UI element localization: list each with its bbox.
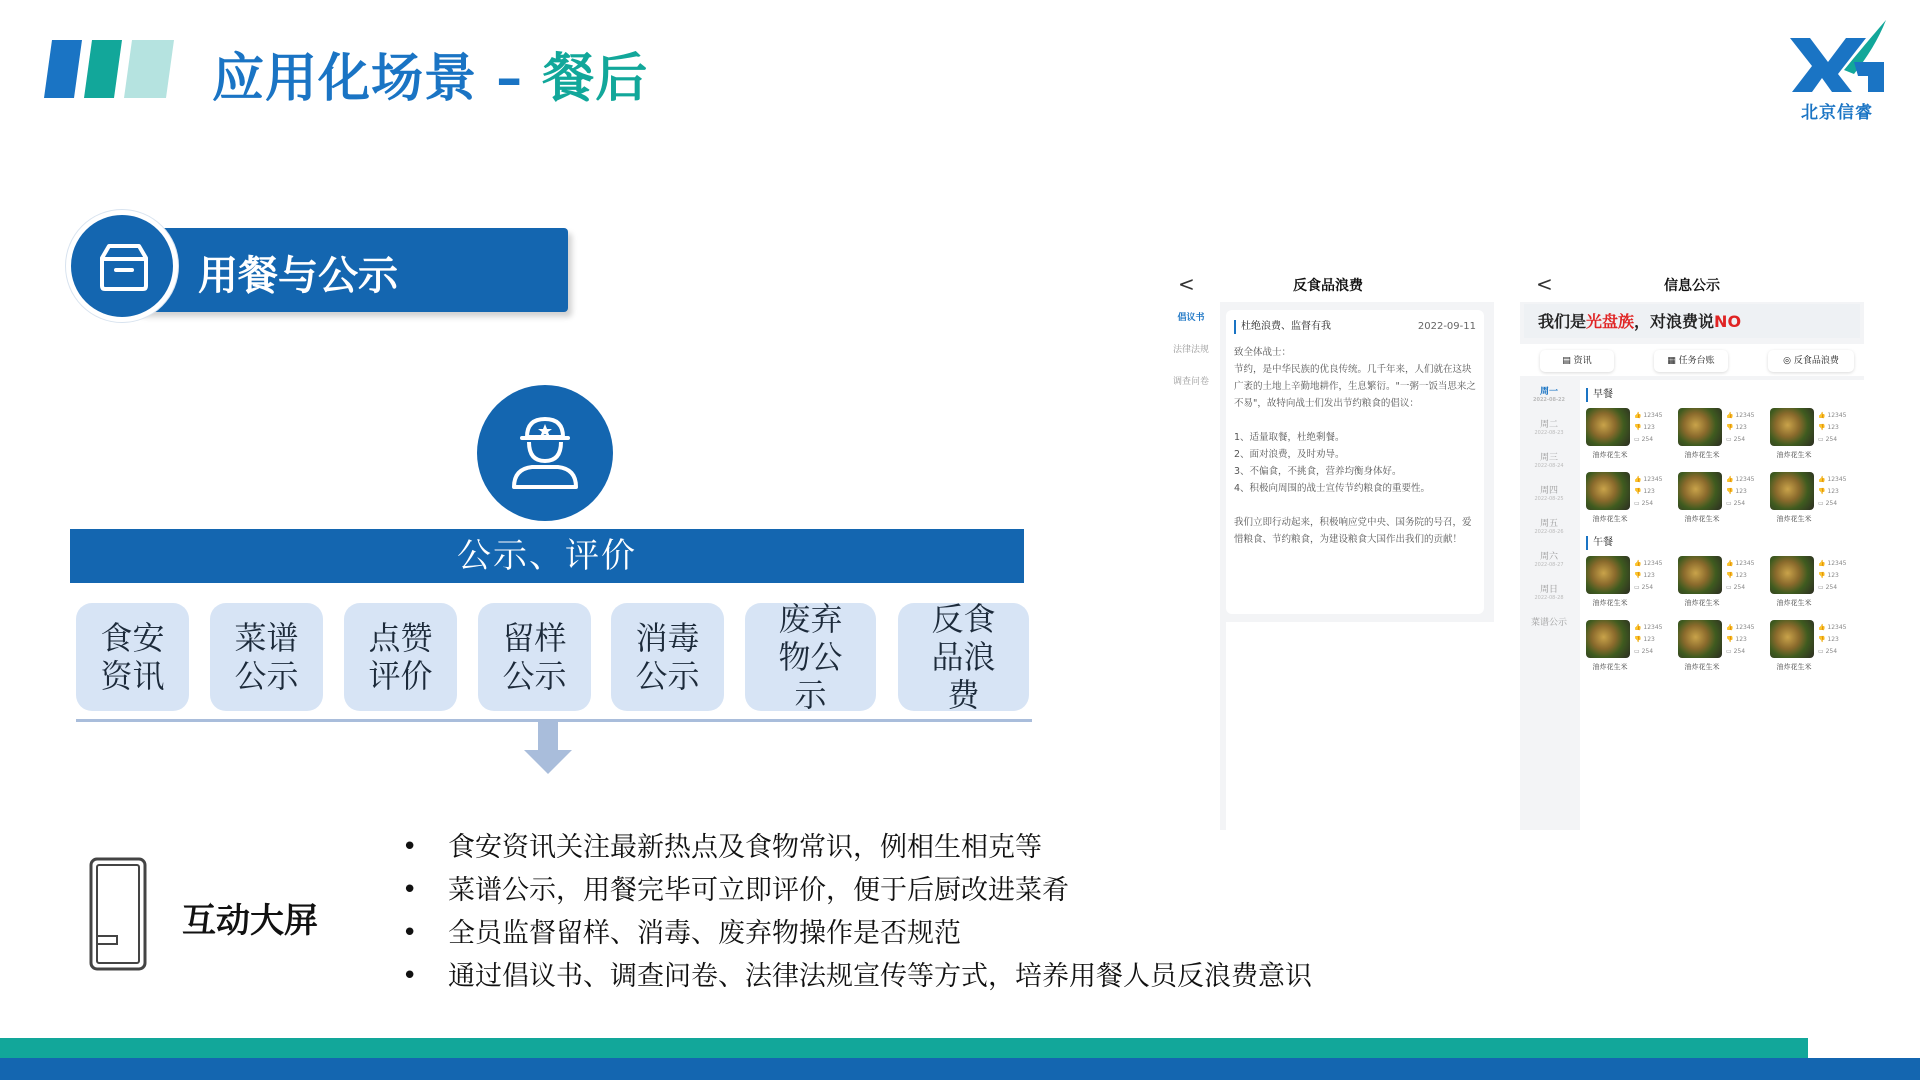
phone-screen-info-publicity — [1520, 266, 1864, 830]
dish-photo — [1678, 472, 1722, 510]
tab-task-ledger-label: 任务台账 — [1678, 356, 1715, 366]
category-menu-publicity[interactable]: 菜谱 公示 — [210, 603, 323, 711]
dish-card[interactable] — [1586, 620, 1674, 674]
thumbs-up-icon[interactable]: 👍 — [1634, 476, 1642, 483]
footer-band-blue — [0, 1058, 1920, 1080]
dish-stats: 👍 12345 👎 123 ▭ 254 — [1634, 412, 1663, 443]
dish-name: 油炸花生米 — [1592, 663, 1628, 671]
thumbs-up-icon[interactable]: 👍 — [1818, 560, 1826, 567]
dish-photo — [1770, 556, 1814, 594]
dish-stats: 👍 12345 👎 123 ▭ 254 — [1634, 560, 1663, 591]
back-arrow-icon[interactable]: < — [1536, 272, 1553, 296]
feature-bullet: • 食安资讯关注最新热点及食物常识，例相生相克等 — [396, 826, 1312, 869]
feature-bullet: • 全员监督留样、消毒、废弃物操作是否规范 — [396, 912, 1312, 955]
comment-icon[interactable]: ▭ — [1818, 500, 1824, 507]
dish-name: 油炸花生米 — [1776, 663, 1812, 671]
thumbs-up-icon[interactable]: 👍 — [1726, 476, 1734, 483]
dish-stats: 👍 12345 👎 123 ▭ 254 — [1726, 412, 1755, 443]
dish-name: 油炸花生米 — [1684, 451, 1720, 459]
dish-card[interactable] — [1678, 472, 1766, 526]
article-header — [1234, 320, 1476, 334]
day-item[interactable]: 周二 2022-08-23 — [1534, 420, 1564, 436]
category-waste-publicity[interactable]: 废弃 物公 示 — [745, 603, 876, 711]
dish-photo — [1678, 556, 1722, 594]
comment-icon[interactable]: ▭ — [1726, 500, 1732, 507]
thumbs-up-icon[interactable]: 👍 — [1634, 624, 1642, 631]
thumbs-up-icon[interactable]: 👍 — [1634, 412, 1642, 419]
company-logo — [1782, 18, 1892, 122]
day-item[interactable]: 周五 2022-08-26 — [1534, 519, 1564, 535]
thumbs-down-icon[interactable]: 👎 — [1818, 572, 1826, 579]
day-item[interactable]: 周六 2022-08-27 — [1534, 552, 1564, 568]
phone2-title: 信息公示 — [1664, 278, 1720, 294]
thumbs-up-icon[interactable]: 👍 — [1726, 624, 1734, 631]
dish-name: 油炸花生米 — [1684, 599, 1720, 607]
thumbs-down-icon[interactable]: 👎 — [1818, 424, 1826, 431]
article-date: 2022-09-11 — [1417, 321, 1476, 332]
thumbs-down-icon[interactable]: 👎 — [1726, 636, 1734, 643]
day-item[interactable]: 周三 2022-08-24 — [1534, 453, 1564, 469]
thumbs-down-icon[interactable]: 👎 — [1634, 572, 1642, 579]
dish-photo — [1586, 472, 1630, 510]
thumbs-up-icon[interactable]: 👍 — [1818, 624, 1826, 631]
category-sample-publicity[interactable]: 留样 公示 — [478, 603, 591, 711]
logo-mark-icon — [1788, 18, 1888, 94]
category-anti-food-waste[interactable]: 反食 品浪 费 — [898, 603, 1029, 711]
dish-stats: 👍 12345 👎 123 ▭ 254 — [1818, 624, 1847, 655]
interactive-screen-icon — [88, 856, 148, 972]
dish-row — [1586, 620, 1858, 674]
phone1-title: 反食品浪费 — [1293, 278, 1363, 294]
meal-heading: 早餐 — [1586, 388, 1858, 402]
dish-card[interactable] — [1678, 556, 1766, 610]
thumbs-down-icon[interactable]: 👎 — [1634, 488, 1642, 495]
thumbs-up-icon[interactable]: 👍 — [1634, 560, 1642, 567]
side-item-laws[interactable]: 法律法规 — [1172, 345, 1209, 355]
person-circle — [477, 385, 613, 521]
phone1-side-nav — [1162, 302, 1220, 830]
dish-name: 油炸花生米 — [1684, 515, 1720, 523]
tab-anti-food-waste[interactable]: ◎ 反食品浪费 — [1768, 350, 1854, 372]
dish-photo — [1678, 408, 1722, 446]
dish-photo — [1586, 620, 1630, 658]
phone2-day-nav — [1520, 380, 1578, 830]
slogan-prefix: 我们是 — [1538, 312, 1587, 331]
dish-name: 油炸花生米 — [1592, 515, 1628, 523]
dish-card[interactable] — [1586, 472, 1674, 526]
comment-icon[interactable]: ▭ — [1634, 500, 1640, 507]
thumbs-up-icon[interactable]: 👍 — [1726, 412, 1734, 419]
thumbs-up-icon[interactable]: 👍 — [1818, 476, 1826, 483]
thumbs-down-icon[interactable]: 👎 — [1634, 424, 1642, 431]
thumbs-down-icon[interactable]: 👎 — [1818, 488, 1826, 495]
dish-photo — [1678, 620, 1722, 658]
phone2-tabs — [1520, 344, 1864, 376]
dish-stats: 👍 12345 👎 123 ▭ 254 — [1634, 624, 1663, 655]
dish-row — [1586, 408, 1858, 462]
dish-stats: 👍 12345 👎 123 ▭ 254 — [1726, 624, 1755, 655]
dish-name: 油炸花生米 — [1776, 515, 1812, 523]
dish-name: 油炸花生米 — [1592, 599, 1628, 607]
thumbs-down-icon[interactable]: 👎 — [1726, 572, 1734, 579]
tab-task-ledger[interactable]: ▦ 任务台账 — [1654, 350, 1728, 372]
category-like-review[interactable]: 点赞 评价 — [344, 603, 457, 711]
dish-card[interactable] — [1586, 408, 1674, 462]
dish-stats: 👍 12345 👎 123 ▭ 254 — [1726, 476, 1755, 507]
comment-icon[interactable]: ▭ — [1818, 436, 1824, 443]
slogan-mid: ，对浪费说 — [1634, 312, 1715, 331]
article-body: 致全体战士： 节约，是中华民族的优良传统。几千年来，人们就在这块广袤的土地上辛勤地耕作，生息繁衍。"一粥一饭当思来之不易"，故特向战士们发出节约粮食的倡议： 1、适量取餐，杜绝剩餐。 2、面对浪费，及时劝导。 3、不偏食，不挑食，营养均衡身体好。 4、积极向周围的战士宣传节约粮食的重要性。 我们立即行动起来，积极响应党中央、国务院的号召，爱惜粮食、节约粮食，为建设粮食大国作出我们的贡献！ — [1234, 347, 1476, 545]
dish-card[interactable] — [1678, 408, 1766, 462]
dish-photo — [1586, 408, 1630, 446]
category-food-safety-news[interactable]: 食安 资讯 — [76, 603, 189, 711]
phone2-header — [1520, 266, 1864, 302]
dish-name: 油炸花生米 — [1592, 451, 1628, 459]
tab-anti-food-waste-label: 反食品浪费 — [1793, 356, 1839, 366]
decorative-stripes — [44, 40, 174, 98]
dish-stats: 👍 12345 👎 123 ▭ 254 — [1818, 412, 1847, 443]
tab-news-label: 资讯 — [1573, 356, 1592, 366]
dish-card[interactable] — [1770, 556, 1858, 610]
comment-icon[interactable]: ▭ — [1818, 584, 1824, 591]
footer-band-teal — [0, 1038, 1808, 1058]
dish-photo — [1770, 472, 1814, 510]
meal-heading: 午餐 — [1586, 536, 1858, 550]
feature-bullet-list — [396, 826, 1312, 998]
comment-icon[interactable]: ▭ — [1634, 584, 1640, 591]
phone2-slogan-banner — [1524, 304, 1860, 338]
comment-icon[interactable]: ▭ — [1818, 648, 1824, 655]
dish-name: 油炸花生米 — [1776, 451, 1812, 459]
comment-icon[interactable]: ▭ — [1634, 648, 1640, 655]
logo-text: 北京信睿 — [1801, 103, 1873, 123]
day-item[interactable]: 周日 2022-08-28 — [1534, 585, 1564, 601]
thumbs-up-icon[interactable]: 👍 — [1818, 412, 1826, 419]
dish-stats: 👍 12345 👎 123 ▭ 254 — [1726, 560, 1755, 591]
section-badge-label: 用餐与公示 — [198, 253, 398, 299]
staff-person-icon — [510, 415, 580, 491]
side-item-proposal[interactable]: 倡议书 — [1177, 313, 1205, 323]
page-title-accent: 餐后 — [542, 49, 649, 109]
feature-bullet: • 菜谱公示，用餐完毕可立即评价，便于后厨改进菜肴 — [396, 869, 1312, 912]
thumbs-down-icon[interactable]: 👎 — [1726, 424, 1734, 431]
phone1-empty-area — [1226, 622, 1494, 830]
dish-photo — [1770, 620, 1814, 658]
archive-box-icon — [99, 242, 149, 292]
page-title — [212, 36, 648, 111]
thumbs-down-icon[interactable]: 👎 — [1726, 488, 1734, 495]
article-title: 杜绝浪费、监督有我 — [1241, 321, 1331, 332]
day-item-menu[interactable]: 菜谱公示 — [1530, 618, 1567, 628]
comment-icon[interactable]: ▭ — [1634, 436, 1640, 443]
publicity-banner: 公示、评价 — [70, 529, 1024, 583]
phone2-dish-grid — [1580, 380, 1864, 830]
slogan-highlight: 光盘族 — [1586, 312, 1635, 331]
phone-screen-anti-food-waste — [1162, 266, 1494, 830]
page-title-main: 应用化场景 – — [212, 49, 543, 109]
thumbs-down-icon[interactable]: 👎 — [1818, 636, 1826, 643]
back-arrow-icon[interactable]: < — [1178, 272, 1195, 296]
section-badge — [66, 208, 506, 322]
dish-stats: 👍 12345 👎 123 ▭ 254 — [1818, 560, 1847, 591]
feature-bullet: • 通过倡议书、调查问卷、法律法规宣传等方式，培养用餐人员反浪费意识 — [396, 955, 1312, 998]
day-item[interactable]: 周一 2022-08-22 — [1533, 387, 1565, 403]
dish-card[interactable] — [1586, 556, 1674, 610]
down-arrow-icon — [524, 722, 572, 774]
dish-stats: 👍 12345 👎 123 ▭ 254 — [1818, 476, 1847, 507]
comment-icon[interactable]: ▭ — [1726, 584, 1732, 591]
dish-card[interactable] — [1770, 472, 1858, 526]
phone1-article-card — [1226, 310, 1484, 614]
dish-stats: 👍 12345 👎 123 ▭ 254 — [1634, 476, 1663, 507]
dish-name: 油炸花生米 — [1684, 663, 1720, 671]
device-label: 互动大屏 — [182, 901, 318, 941]
tab-news[interactable]: ▤ 资讯 — [1540, 350, 1614, 372]
dish-card[interactable] — [1770, 408, 1858, 462]
slogan-no: NO — [1714, 312, 1742, 331]
thumbs-up-icon[interactable]: 👍 — [1726, 560, 1734, 567]
dish-card[interactable] — [1770, 620, 1858, 674]
side-item-survey[interactable]: 调查问卷 — [1172, 377, 1209, 387]
comment-icon[interactable]: ▭ — [1726, 436, 1732, 443]
category-list — [0, 600, 1100, 714]
phone1-header — [1162, 266, 1494, 302]
dish-row — [1586, 472, 1858, 526]
dish-photo — [1770, 408, 1814, 446]
category-disinfection-publicity[interactable]: 消毒 公示 — [611, 603, 724, 711]
slogan-text — [1538, 309, 1741, 332]
dish-row — [1586, 556, 1858, 610]
section-badge-circle — [66, 210, 178, 322]
comment-icon[interactable]: ▭ — [1726, 648, 1732, 655]
thumbs-down-icon[interactable]: 👎 — [1634, 636, 1642, 643]
day-item[interactable]: 周四 2022-08-25 — [1534, 486, 1564, 502]
dish-card[interactable] — [1678, 620, 1766, 674]
dish-photo — [1586, 556, 1630, 594]
dish-name: 油炸花生米 — [1776, 599, 1812, 607]
